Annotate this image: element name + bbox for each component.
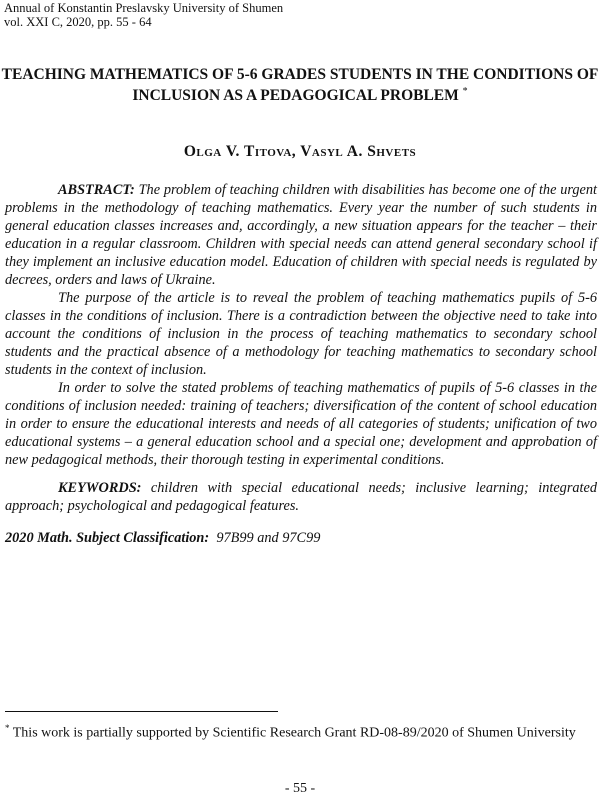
page-number: - 55 - <box>284 781 316 796</box>
footnote-divider <box>5 711 278 712</box>
subject-classification <box>5 529 597 547</box>
abstract-text-1: The problem of teaching children with disabilities has become one of the urgent problems in the methodology of teaching mathematics. Every year the number of such students in general education classes increases and, accordingly, a new situation appears for the teacher – their education in a regular classroom. Children with special needs can attend general secondary school if they implement an inclusive education model. Education of children with special needs is regulated by decrees, orders and laws of Ukraine. <box>5 182 597 288</box>
footnote-mark: * <box>5 723 10 733</box>
abstract-paragraph-3: In order to solve the stated problems of teaching mathematics of pupils of 5-6 classes in the conditions of inclusion needed: training of teachers; diversification of the content of school education in order to ensure the educational interests and needs of all categories of students; unification of two educational systems – a general education school and a special one; development and approbation of new pedagogical methods, their thorough testing in experimental conditions. <box>5 380 597 468</box>
journal-name: Annual of Konstantin Preslavsky University of Shumen <box>4 1 284 15</box>
authors: Olga V. Titova, Vasyl A. Shvets <box>183 143 417 160</box>
abstract-paragraph-2: The purpose of the article is to reveal the problem of teaching mathematics pupils of 5-6 classes in the conditions of inclusion. There is a contradiction between the objective need to take into account the conditions of inclusion in the process of teaching mathematics to secondary school students and the practical absence of a methodology for teaching mathematics to secondary school students in the context of inclusion. <box>5 290 597 378</box>
abstract-label: ABSTRACT: <box>58 182 135 198</box>
abstract-section <box>5 181 597 547</box>
msc-label: 2020 Math. Subject Classification: <box>5 530 210 546</box>
title-footnote-mark: * <box>462 86 468 97</box>
paper-title-text: TEACHING MATHEMATICS OF 5-6 GRADES STUDENTS IN THE CONDITIONS OF INCLUSION AS A PEDAGOGICAL PROBLEM <box>1 66 599 105</box>
paper-title <box>0 66 600 104</box>
footnote-text: This work is partially supported by Scientific Research Grant RD-08-89/2020 of Shumen University <box>12 725 576 741</box>
footnote <box>5 719 595 743</box>
keywords-text: children with special educational needs; inclusive learning; integrated approach; psychological and pedagogical features. <box>5 480 597 514</box>
abstract-paragraph-1 <box>5 181 597 289</box>
running-header <box>4 1 283 29</box>
keywords <box>5 479 597 515</box>
volume-info: vol. XXI C, 2020, pp. 55 - 64 <box>4 15 152 29</box>
msc-codes: 97B99 and 97C99 <box>216 530 321 546</box>
keywords-label: KEYWORDS: <box>58 480 142 496</box>
